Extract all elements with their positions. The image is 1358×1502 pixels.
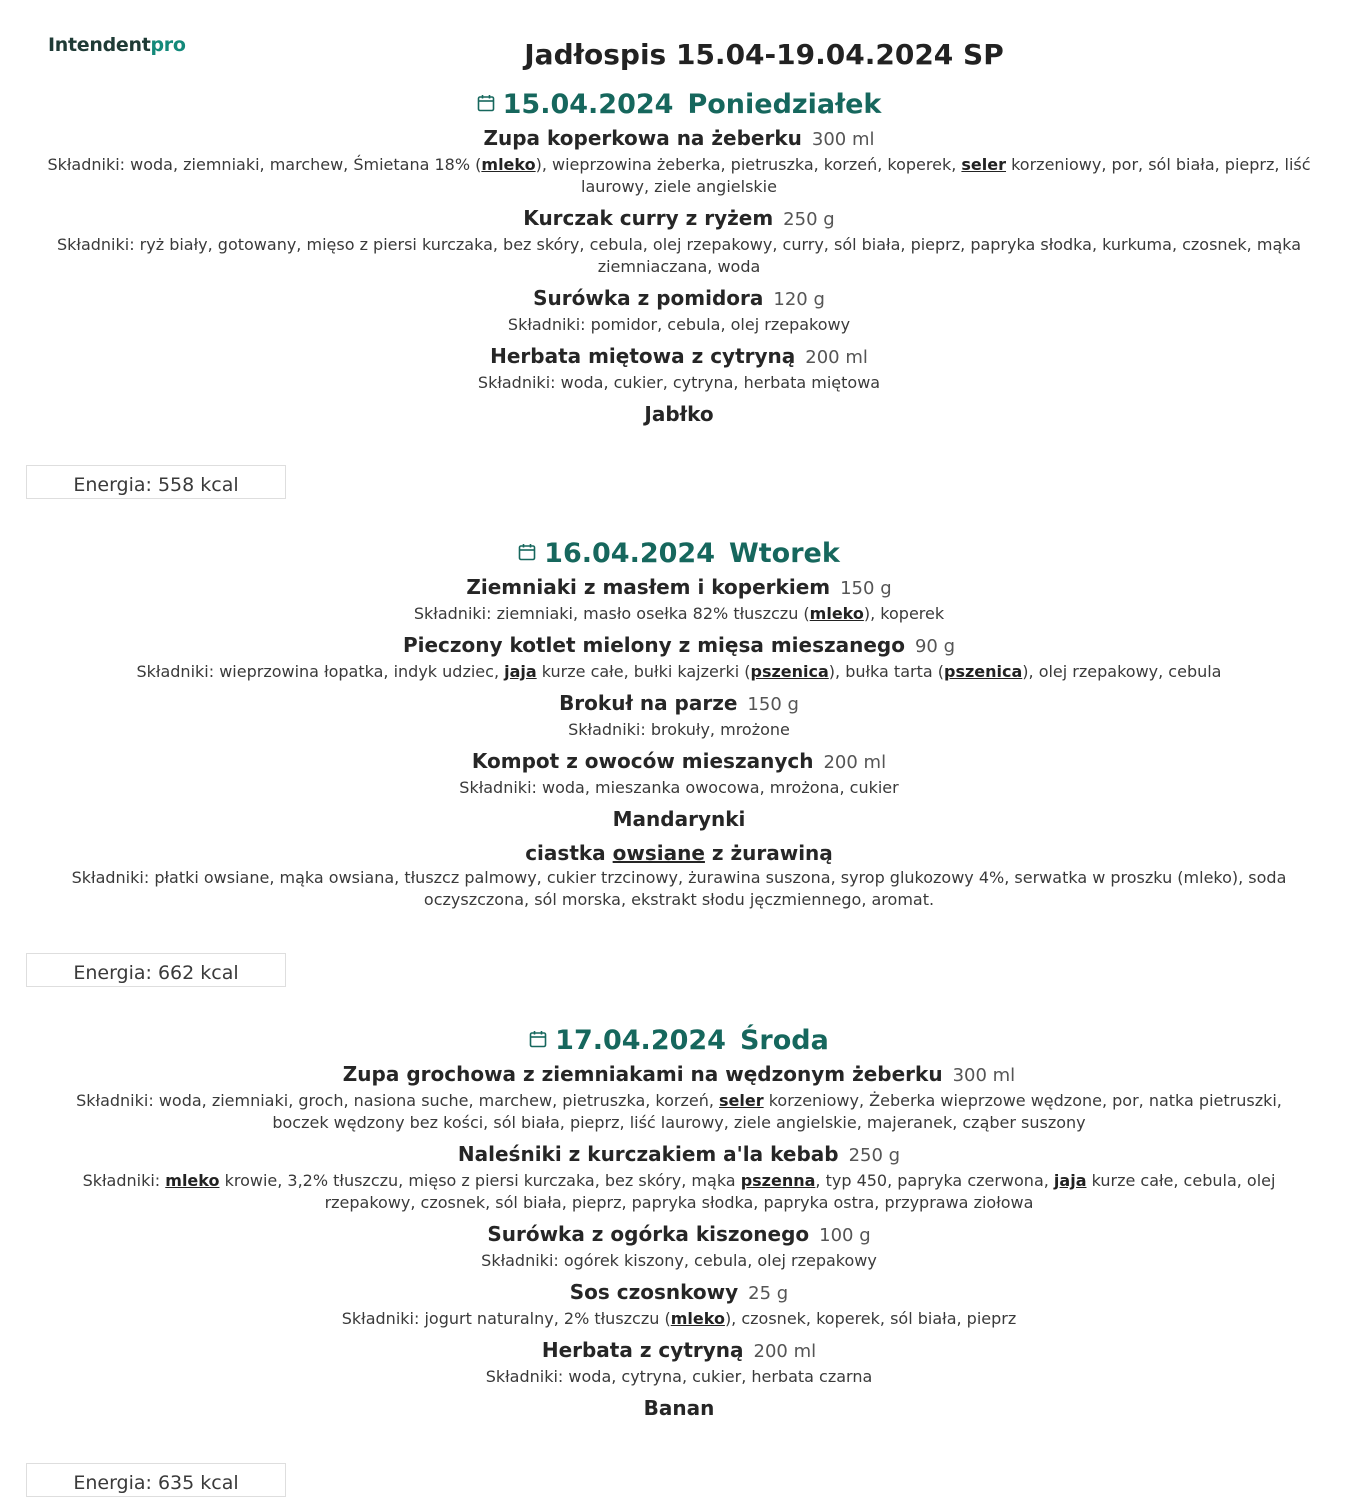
- allergen: mleko: [165, 1171, 220, 1190]
- meal-portion: 150 g: [840, 578, 892, 599]
- meal-ingredients: Składniki: woda, cytryna, cukier, herbata czarna: [485, 1367, 873, 1386]
- meal-name: Mandarynki: [612, 807, 746, 831]
- meal-portion: 150 g: [747, 694, 799, 715]
- meal-item: [36, 1140, 1322, 1214]
- allergen: mleko: [481, 155, 536, 174]
- meal-name: Zupa grochowa z ziemniakami na wędzonym żeberku 300 ml: [342, 1062, 1016, 1086]
- meal-item: [36, 1278, 1322, 1330]
- page-title: Jadłospis 15.04-19.04.2024 SP: [524, 38, 1004, 71]
- meal-item: [36, 1220, 1322, 1272]
- allergen: pszenica: [943, 662, 1023, 681]
- meal-name: Surówka z ogórka kiszonego 100 g: [487, 1222, 871, 1246]
- meal-item: [36, 400, 1322, 428]
- meal-ingredients: Składniki: brokuły, mrożone: [568, 720, 790, 739]
- day-header: [0, 1022, 1358, 1060]
- day-weekday: Poniedziałek: [687, 89, 882, 120]
- meal-name: ciastka owsiane z żurawiną: [525, 841, 833, 865]
- logo-text: Intendent: [48, 34, 151, 56]
- meal-name: Kompot z owoców mieszanych 200 ml: [471, 749, 887, 773]
- meal-name: Jabłko: [644, 402, 714, 426]
- meal-portion: 250 g: [848, 1145, 901, 1166]
- day-section: [0, 535, 1358, 917]
- meal-item: [36, 204, 1322, 278]
- meal-name: Ziemniaki z masłem i koperkiem 150 g: [466, 575, 892, 599]
- meal-ingredients: Składniki: ogórek kiszony, cebula, olej rzepakowy: [481, 1251, 877, 1270]
- meal-ingredients: Składniki: wieprzowina łopatka, indyk udziec, jaja kurze całe, bułki kajzerki (pszenica), bułka tarta (pszenica), olej rzepakowy, cebula: [136, 662, 1222, 681]
- meal-item: [36, 284, 1322, 336]
- allergen: mleko: [670, 1309, 725, 1328]
- day-header: [0, 86, 1358, 124]
- allergen: pszenna: [740, 1171, 816, 1190]
- meal-ingredients: Składniki: woda, mieszanka owocowa, mrożona, cukier: [459, 778, 899, 797]
- energy-box: Energia: 662 kcal: [26, 953, 286, 987]
- energy-box: Energia: 635 kcal: [26, 1463, 286, 1497]
- meal-item: [36, 1336, 1322, 1388]
- meal-ingredients: Składniki: woda, ziemniaki, marchew, Śmietana 18% (mleko), wieprzowina żeberka, pietruszka, korzeń, koperek, seler korzeniowy, por, sól biała, pieprz, liść laurowy, ziele angielskie: [47, 155, 1311, 196]
- day-weekday: Wtorek: [728, 538, 840, 569]
- calendar-icon: [518, 543, 536, 561]
- day-date: 17.04.2024: [555, 1025, 726, 1056]
- meal-name: Pieczony kotlet mielony z mięsa mieszanego 90 g: [402, 633, 956, 657]
- logo-text-accent: pro: [150, 34, 186, 56]
- meal-item: [36, 747, 1322, 799]
- meal-portion: 300 ml: [952, 1065, 1016, 1086]
- day-section: [0, 1022, 1358, 1428]
- meal-portion: 100 g: [819, 1225, 871, 1246]
- calendar-icon: [477, 94, 495, 112]
- meal-ingredients: Składniki: pomidor, cebula, olej rzepakowy: [507, 315, 851, 334]
- meal-portion: 120 g: [773, 289, 825, 310]
- meal-item: [36, 631, 1322, 683]
- allergen: jaja: [1053, 1171, 1087, 1190]
- meal-name: Sos czosnkowy 25 g: [569, 1280, 789, 1304]
- day-header: [0, 535, 1358, 573]
- meal-item: [36, 124, 1322, 198]
- allergen: owsiane: [612, 841, 705, 865]
- meal-name: Banan: [643, 1396, 715, 1420]
- meal-item: [36, 689, 1322, 741]
- meal-item: [36, 1394, 1322, 1422]
- meal-item: [36, 805, 1322, 833]
- allergen: mleko: [809, 604, 864, 623]
- day-section: [0, 86, 1358, 434]
- meal-name: Zupa koperkowa na żeberku 300 ml: [483, 126, 875, 150]
- meal-portion: 300 ml: [811, 129, 875, 150]
- meal-ingredients: Składniki: ziemniaki, masło osełka 82% tłuszczu (mleko), koperek: [413, 604, 945, 623]
- meal-name: Herbata z cytryną 200 ml: [541, 1338, 817, 1362]
- allergen: pszenica: [750, 662, 829, 681]
- meal-name: Naleśniki z kurczakiem a'la kebab 250 g: [457, 1142, 901, 1166]
- meal-item: [36, 573, 1322, 625]
- energy-box: Energia: 558 kcal: [26, 465, 286, 499]
- allergen: jaja: [504, 662, 537, 681]
- calendar-icon: [529, 1030, 547, 1048]
- meal-ingredients: Składniki: mleko krowie, 3,2% tłuszczu, mięso z piersi kurczaka, bez skóry, mąka pszenna, typ 450, papryka czerwona, jaja kurze całe, cebula, olej rzepakowy, czosnek, sól biała, pieprz, papryka słodka, papryka ostra, przyprawa ziołowa: [82, 1171, 1276, 1212]
- day-date: 15.04.2024: [502, 89, 674, 120]
- meal-portion: 200 ml: [753, 1341, 817, 1362]
- meal-portion: 25 g: [748, 1283, 789, 1304]
- meal-ingredients: Składniki: woda, ziemniaki, groch, nasiona suche, marchew, pietruszka, korzeń, seler korzeniowy, Żeberka wieprzowe wędzone, por, natka pietruszki, boczek wędzony bez kości, sól biała, pieprz, liść laurowy, ziele angielskie, majeranek, cząber suszony: [76, 1091, 1282, 1132]
- allergen: seler: [961, 155, 1007, 174]
- day-date: 16.04.2024: [544, 538, 715, 569]
- meal-ingredients: Składniki: ryż biały, gotowany, mięso z piersi kurczaka, bez skóry, cebula, olej rzepakowy, curry, sól biała, pieprz, papryka słodka, kurkuma, czosnek, mąka ziemniaczana, woda: [56, 235, 1302, 276]
- meal-ingredients: Składniki: woda, cukier, cytryna, herbata miętowa: [477, 373, 881, 392]
- meal-ingredients: Składniki: jogurt naturalny, 2% tłuszczu (mleko), czosnek, koperek, sól biała, pieprz: [341, 1309, 1017, 1328]
- meal-portion: 90 g: [914, 636, 956, 657]
- meal-portion: 200 ml: [823, 752, 887, 773]
- meal-name: Brokuł na parze 150 g: [559, 691, 799, 715]
- meal-ingredients: Składniki: płatki owsiane, mąka owsiana, tłuszcz palmowy, cukier trzcinowy, żurawina suszona, syrop glukozowy 4%, serwatka w proszku (mleko), soda oczyszczona, sól morska, ekstrakt słodu jęczmiennego, aromat.: [71, 868, 1287, 909]
- day-weekday: Środa: [739, 1025, 829, 1056]
- meal-item: [36, 839, 1322, 911]
- meal-portion: 200 ml: [805, 347, 868, 368]
- meal-name: Herbata miętowa z cytryną 200 ml: [490, 344, 868, 368]
- meal-name: Surówka z pomidora 120 g: [533, 286, 825, 310]
- meal-item: [36, 1060, 1322, 1134]
- meal-name: Kurczak curry z ryżem 250 g: [523, 206, 835, 230]
- allergen: seler: [719, 1091, 764, 1110]
- meal-portion: 250 g: [783, 209, 835, 230]
- meal-item: [36, 342, 1322, 394]
